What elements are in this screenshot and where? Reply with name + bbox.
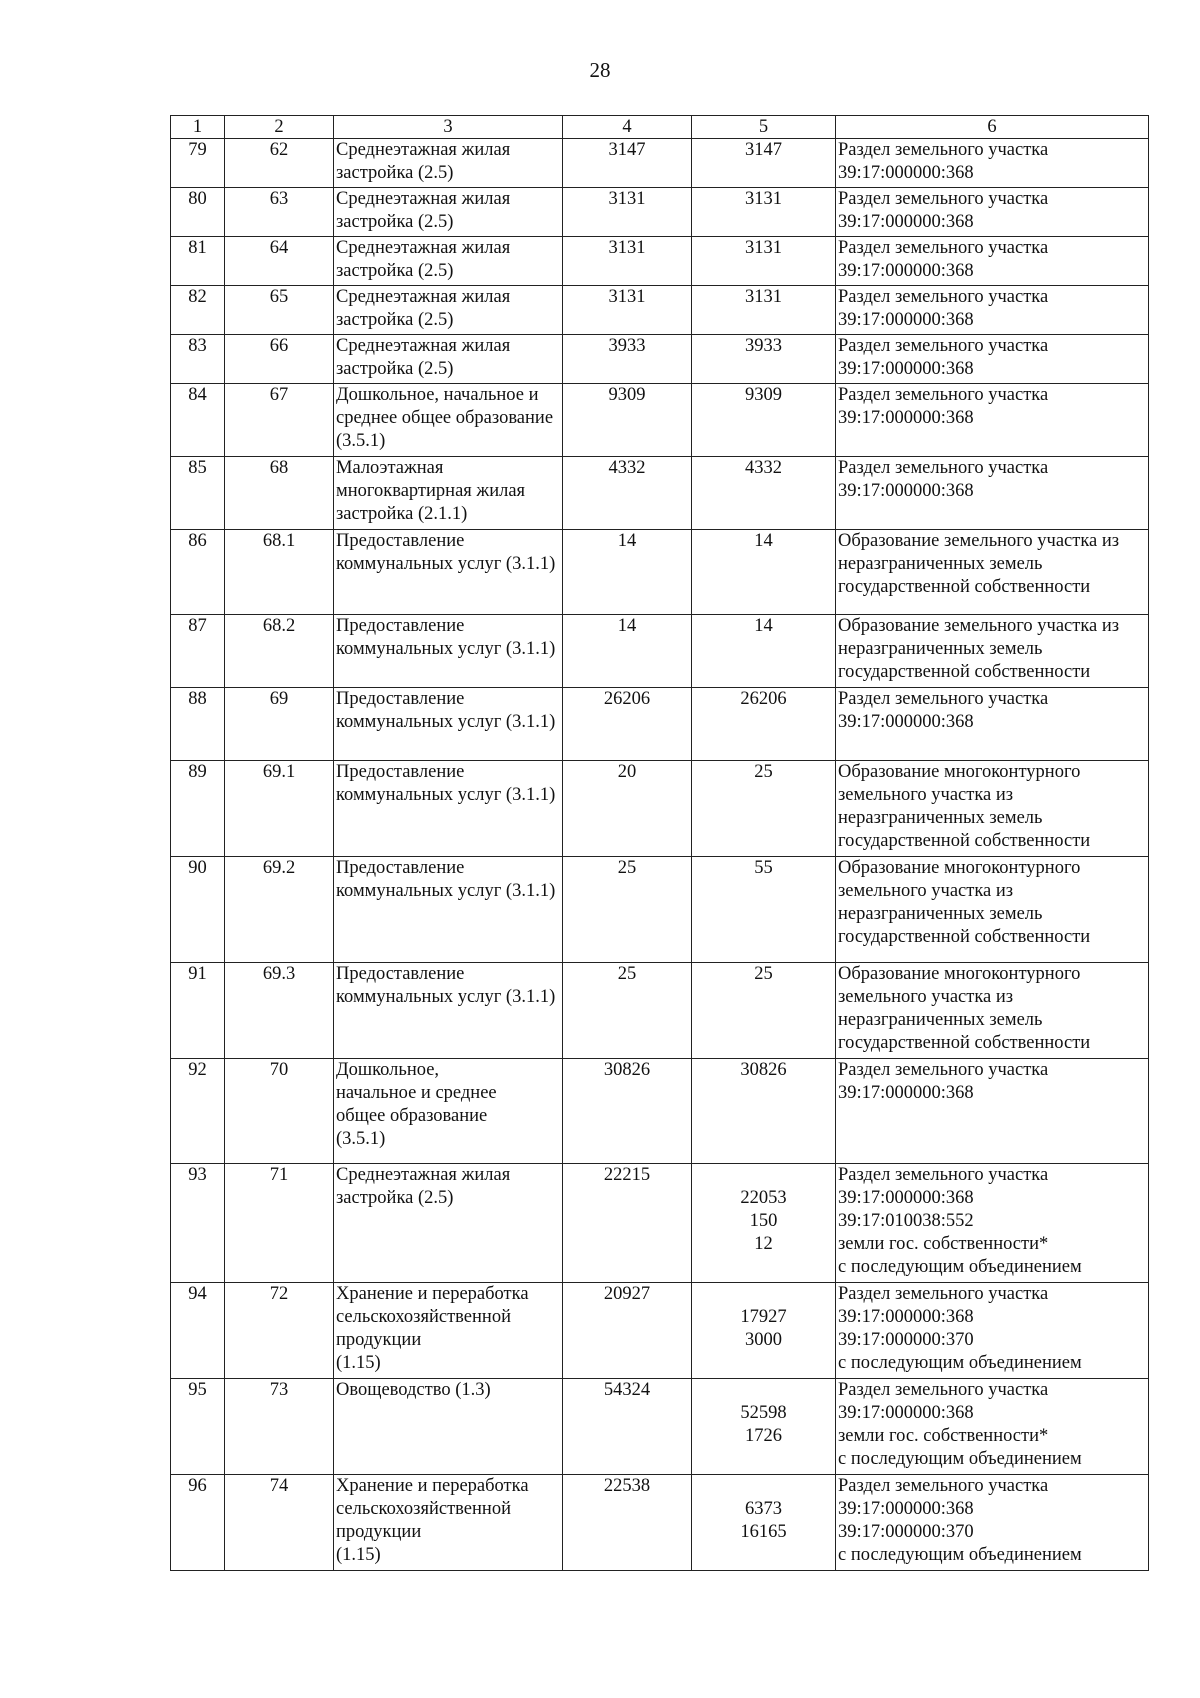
area-cell-text: 22215 (603, 1165, 651, 1185)
part-area-cell (692, 688, 836, 761)
row-number-cell-text: 79 (188, 140, 207, 160)
row-number-cell (171, 286, 225, 335)
area-cell (563, 1164, 692, 1283)
plot-id-cell (225, 139, 334, 188)
basis-note-cell-text: Раздел земельного участка 39:17:000000:368 (838, 189, 1049, 232)
part-area-cell (692, 139, 836, 188)
part-area-value: 17927 (740, 1307, 787, 1327)
part-area-value: 3131 (745, 189, 782, 209)
land-use-cell-text: Среднеэтажная жилая застройка (2.5) (336, 1165, 511, 1208)
row-number-cell-text: 87 (188, 616, 207, 636)
land-use-cell (334, 615, 563, 688)
part-area-cell (692, 286, 836, 335)
basis-note-cell (836, 1379, 1149, 1475)
plot-id-cell-text: 74 (269, 1476, 289, 1496)
area-cell-text: 20927 (603, 1284, 651, 1304)
part-area-value: 25 (754, 762, 773, 782)
part-area-cell (692, 857, 836, 963)
plot-id-cell-text: 64 (269, 238, 289, 258)
cell-spacer (694, 1379, 833, 1402)
row-number-cell (171, 530, 225, 615)
row-number-cell (171, 1475, 225, 1571)
part-area-value: 16165 (740, 1522, 787, 1542)
part-area-value: 3131 (745, 287, 782, 307)
row-number-cell-text: 89 (188, 762, 207, 782)
basis-note-cell (836, 1283, 1149, 1379)
part-area-cell (692, 335, 836, 384)
part-area-cell (692, 1059, 836, 1164)
area-cell-text: 3131 (608, 287, 646, 307)
area-cell (563, 237, 692, 286)
plot-id-cell (225, 237, 334, 286)
basis-note-cell (836, 384, 1149, 457)
area-cell-text: 25 (617, 858, 637, 878)
basis-note-cell (836, 963, 1149, 1059)
area-cell-text: 14 (617, 531, 637, 551)
land-use-cell-text: Малоэтажная многоквартирная жилая застройка (2.1.1) (336, 458, 526, 524)
basis-note-cell-text: Раздел земельного участка 39:17:000000:368 (838, 458, 1049, 501)
plot-id-cell (225, 286, 334, 335)
basis-note-cell (836, 335, 1149, 384)
plot-id-cell (225, 615, 334, 688)
basis-note-cell-text: Раздел земельного участка 39:17:000000:368 (838, 336, 1049, 379)
land-use-cell (334, 286, 563, 335)
plot-id-cell (225, 688, 334, 761)
basis-note-cell (836, 530, 1149, 615)
plot-id-cell (225, 1283, 334, 1379)
part-area-value: 30826 (740, 1060, 787, 1080)
plot-id-cell-text: 69.3 (262, 964, 296, 984)
plot-id-cell-text: 73 (269, 1380, 289, 1400)
land-use-cell (334, 761, 563, 857)
area-cell-text: 20 (617, 762, 637, 782)
plot-id-cell-text: 70 (269, 1060, 289, 1080)
area-cell (563, 1283, 692, 1379)
basis-note-cell-text: Образование земельного участка из неразграниченных земель государственной собственности (838, 616, 1120, 682)
land-use-cell-text: Овощеводство (1.3) (336, 1380, 491, 1400)
basis-note-cell (836, 237, 1149, 286)
part-area-value: 1726 (745, 1426, 782, 1446)
plot-id-cell-text: 69.1 (262, 762, 296, 782)
land-use-cell (334, 963, 563, 1059)
row-number-cell-text: 94 (188, 1284, 207, 1304)
column-header: 3 (334, 116, 563, 139)
plot-id-cell (225, 384, 334, 457)
land-use-cell (334, 188, 563, 237)
plot-id-cell-text: 69.2 (262, 858, 296, 878)
area-cell (563, 335, 692, 384)
part-area-value: 3933 (745, 336, 782, 356)
land-use-cell (334, 1059, 563, 1164)
row-number-cell (171, 963, 225, 1059)
area-cell-text: 54324 (603, 1380, 651, 1400)
land-plot-table (170, 115, 1149, 1571)
area-cell-text: 14 (617, 616, 637, 636)
area-cell (563, 615, 692, 688)
land-use-cell-text: Предоставление коммунальных услуг (3.1.1) (336, 858, 556, 901)
plot-id-cell-text: 67 (269, 385, 289, 405)
table-row (171, 1283, 1149, 1379)
row-number-cell (171, 761, 225, 857)
row-number-cell-text: 95 (188, 1380, 207, 1400)
plot-id-cell (225, 1059, 334, 1164)
row-number-cell (171, 384, 225, 457)
part-area-cell (692, 188, 836, 237)
basis-note-cell-text: Образование многоконтурного земельного участка из неразграниченных земель государственной собственности (838, 762, 1091, 851)
part-area-value: 26206 (740, 689, 787, 709)
plot-id-cell-text: 68 (269, 458, 289, 478)
land-use-cell-text: Предоставление коммунальных услуг (3.1.1) (336, 689, 556, 732)
basis-note-cell-text: Раздел земельного участка 39:17:000000:368 (838, 689, 1049, 732)
area-cell-text: 3131 (608, 238, 646, 258)
land-use-cell-text: Дошкольное, начальное и среднее общее образование (3.5.1) (336, 385, 554, 451)
part-area-cell (692, 1164, 836, 1283)
part-area-cell (692, 384, 836, 457)
part-area-value: 25 (754, 964, 773, 984)
plot-id-cell (225, 530, 334, 615)
row-number-cell-text: 82 (188, 287, 207, 307)
land-use-cell-text: Предоставление коммунальных услуг (3.1.1) (336, 964, 556, 1007)
basis-note-cell-text: Образование многоконтурного земельного участка из неразграниченных земель государственной собственности (838, 858, 1091, 947)
area-cell (563, 1475, 692, 1571)
part-area-value: 3000 (745, 1330, 782, 1350)
land-use-cell (334, 688, 563, 761)
plot-id-cell-text: 63 (269, 189, 289, 209)
part-area-cell (692, 1379, 836, 1475)
table-row (171, 688, 1149, 761)
part-area-cell (692, 530, 836, 615)
header-row (171, 116, 1149, 139)
table-row (171, 1379, 1149, 1475)
area-cell-text: 26206 (603, 689, 651, 709)
basis-note-cell-text: Раздел земельного участка 39:17:000000:368 (838, 385, 1049, 428)
area-cell (563, 688, 692, 761)
land-use-cell (334, 1164, 563, 1283)
part-area-value: 6373 (745, 1499, 782, 1519)
area-cell-text: 9309 (608, 385, 646, 405)
area-cell-text: 3131 (608, 189, 646, 209)
area-cell-text: 22538 (603, 1476, 651, 1496)
part-area-value: 12 (754, 1234, 773, 1254)
part-area-value: 4332 (745, 458, 782, 478)
land-use-cell (334, 1475, 563, 1571)
plot-id-cell (225, 457, 334, 530)
basis-note-cell (836, 457, 1149, 530)
part-area-value: 14 (754, 531, 773, 551)
page-number: 28 (589, 58, 611, 82)
land-use-cell-text: Предоставление коммунальных услуг (3.1.1) (336, 531, 556, 574)
basis-note-cell-text: Раздел земельного участка 39:17:000000:368 (838, 238, 1049, 281)
basis-note-cell (836, 615, 1149, 688)
area-cell-text: 3147 (608, 140, 646, 160)
area-cell (563, 530, 692, 615)
table-row (171, 963, 1149, 1059)
basis-note-cell-text: Раздел земельного участка 39:17:000000:368 земли гос. собственности* с последующим объединением (838, 1380, 1082, 1469)
table-row (171, 1164, 1149, 1283)
part-area-cell (692, 457, 836, 530)
row-number-cell (171, 857, 225, 963)
basis-note-cell-text: Раздел земельного участка 39:17:000000:368 (838, 1060, 1049, 1103)
basis-note-cell-text: Образование земельного участка из неразграниченных земель государственной собственности (838, 531, 1120, 597)
area-cell (563, 1059, 692, 1164)
plot-id-cell (225, 963, 334, 1059)
row-number-cell-text: 93 (188, 1165, 207, 1185)
basis-note-cell (836, 761, 1149, 857)
table-row (171, 188, 1149, 237)
basis-note-cell (836, 1164, 1149, 1283)
table-row (171, 335, 1149, 384)
row-number-cell-text: 90 (188, 858, 207, 878)
basis-note-cell-text: Образование многоконтурного земельного участка из неразграниченных земель государственной собственности (838, 964, 1091, 1053)
row-number-cell-text: 96 (188, 1476, 207, 1496)
column-header: 6 (836, 116, 1149, 139)
part-area-cell (692, 1283, 836, 1379)
table-row (171, 1059, 1149, 1164)
row-number-cell (171, 615, 225, 688)
part-area-value: 52598 (740, 1403, 787, 1423)
plot-id-cell-text: 71 (269, 1165, 289, 1185)
column-header: 5 (692, 116, 836, 139)
land-use-cell (334, 1379, 563, 1475)
table-row (171, 384, 1149, 457)
part-area-value: 3147 (745, 140, 782, 160)
table-row (171, 237, 1149, 286)
plot-id-cell (225, 1475, 334, 1571)
plot-id-cell (225, 335, 334, 384)
row-number-cell (171, 188, 225, 237)
plot-id-cell-text: 65 (269, 287, 289, 307)
part-area-value: 150 (749, 1211, 778, 1231)
land-use-cell-text: Среднеэтажная жилая застройка (2.5) (336, 336, 511, 379)
area-cell-text: 25 (617, 964, 637, 984)
basis-note-cell-text: Раздел земельного участка 39:17:000000:368 (838, 287, 1049, 330)
land-use-cell-text: Предоставление коммунальных услуг (3.1.1) (336, 616, 556, 659)
table-row (171, 857, 1149, 963)
land-use-cell (334, 857, 563, 963)
area-cell (563, 963, 692, 1059)
land-use-cell (334, 384, 563, 457)
land-use-cell-text: Предоставление коммунальных услуг (3.1.1) (336, 762, 556, 805)
land-use-cell-text: Дошкольное, начальное и среднее общее образование (3.5.1) (336, 1060, 497, 1149)
basis-note-cell (836, 139, 1149, 188)
area-cell-text: 4332 (608, 458, 646, 478)
basis-note-cell-text: Раздел земельного участка 39:17:000000:368 39:17:000000:370 с последующим объединением (838, 1284, 1082, 1373)
area-cell (563, 384, 692, 457)
column-header: 2 (225, 116, 334, 139)
table-row (171, 761, 1149, 857)
land-use-cell-text: Среднеэтажная жилая застройка (2.5) (336, 238, 511, 281)
part-area-cell (692, 963, 836, 1059)
row-number-cell (171, 688, 225, 761)
basis-note-cell (836, 1059, 1149, 1164)
plot-id-cell-text: 66 (269, 336, 289, 356)
land-use-cell-text: Хранение и переработка сельскохозяйственной продукции (1.15) (336, 1284, 529, 1373)
part-area-cell (692, 615, 836, 688)
row-number-cell (171, 1379, 225, 1475)
row-number-cell-text: 81 (188, 238, 207, 258)
basis-note-cell (836, 1475, 1149, 1571)
row-number-cell-text: 84 (188, 385, 207, 405)
plot-id-cell-text: 62 (269, 140, 289, 160)
area-cell (563, 761, 692, 857)
land-use-cell-text: Среднеэтажная жилая застройка (2.5) (336, 287, 511, 330)
row-number-cell-text: 88 (188, 689, 207, 709)
plot-id-cell-text: 68.2 (262, 616, 296, 636)
land-use-cell (334, 1283, 563, 1379)
row-number-cell (171, 335, 225, 384)
basis-note-cell (836, 857, 1149, 963)
row-number-cell (171, 237, 225, 286)
table-row (171, 286, 1149, 335)
basis-note-cell-text: Раздел земельного участка 39:17:000000:368 39:17:010038:552 земли гос. собственности* с последующим объединением (838, 1165, 1082, 1277)
plot-id-cell (225, 188, 334, 237)
table-row (171, 615, 1149, 688)
area-cell (563, 286, 692, 335)
land-use-cell-text: Среднеэтажная жилая застройка (2.5) (336, 189, 511, 232)
table-row (171, 530, 1149, 615)
plot-id-cell-text: 72 (269, 1284, 289, 1304)
cell-spacer (694, 1475, 833, 1498)
land-use-cell (334, 139, 563, 188)
area-cell (563, 1379, 692, 1475)
part-area-value: 55 (754, 858, 773, 878)
table-row (171, 457, 1149, 530)
cell-spacer (694, 1283, 833, 1306)
row-number-cell (171, 1059, 225, 1164)
area-cell (563, 857, 692, 963)
row-number-cell (171, 139, 225, 188)
row-number-cell-text: 83 (188, 336, 207, 356)
land-use-cell (334, 457, 563, 530)
part-area-cell (692, 761, 836, 857)
cell-spacer (694, 1164, 833, 1187)
basis-note-cell-text: Раздел земельного участка 39:17:000000:368 39:17:000000:370 с последующим объединением (838, 1476, 1082, 1565)
area-cell (563, 188, 692, 237)
land-use-cell (334, 335, 563, 384)
land-use-cell-text: Хранение и переработка сельскохозяйственной продукции (1.15) (336, 1476, 529, 1565)
part-area-cell (692, 1475, 836, 1571)
part-area-value: 14 (754, 616, 773, 636)
column-header: 4 (563, 116, 692, 139)
row-number-cell (171, 1283, 225, 1379)
basis-note-cell-text: Раздел земельного участка 39:17:000000:368 (838, 140, 1049, 183)
row-number-cell-text: 91 (188, 964, 207, 984)
basis-note-cell (836, 286, 1149, 335)
land-use-cell-text: Среднеэтажная жилая застройка (2.5) (336, 140, 511, 183)
part-area-value: 22053 (740, 1188, 787, 1208)
basis-note-cell (836, 688, 1149, 761)
part-area-value: 9309 (745, 385, 782, 405)
table-row (171, 1475, 1149, 1571)
plot-id-cell-text: 68.1 (262, 531, 296, 551)
row-number-cell (171, 1164, 225, 1283)
row-number-cell-text: 85 (188, 458, 207, 478)
row-number-cell-text: 80 (188, 189, 207, 209)
area-cell-text: 3933 (608, 336, 646, 356)
table-row (171, 139, 1149, 188)
row-number-cell (171, 457, 225, 530)
part-area-cell (692, 237, 836, 286)
column-header: 1 (171, 116, 225, 139)
area-cell-text: 30826 (603, 1060, 651, 1080)
plot-id-cell-text: 69 (269, 689, 289, 709)
land-use-cell (334, 530, 563, 615)
area-cell (563, 139, 692, 188)
plot-id-cell (225, 857, 334, 963)
part-area-value: 3131 (745, 238, 782, 258)
area-cell (563, 457, 692, 530)
plot-id-cell (225, 1379, 334, 1475)
basis-note-cell (836, 188, 1149, 237)
row-number-cell-text: 92 (188, 1060, 207, 1080)
row-number-cell-text: 86 (188, 531, 207, 551)
plot-id-cell (225, 1164, 334, 1283)
land-use-cell (334, 237, 563, 286)
plot-id-cell (225, 761, 334, 857)
